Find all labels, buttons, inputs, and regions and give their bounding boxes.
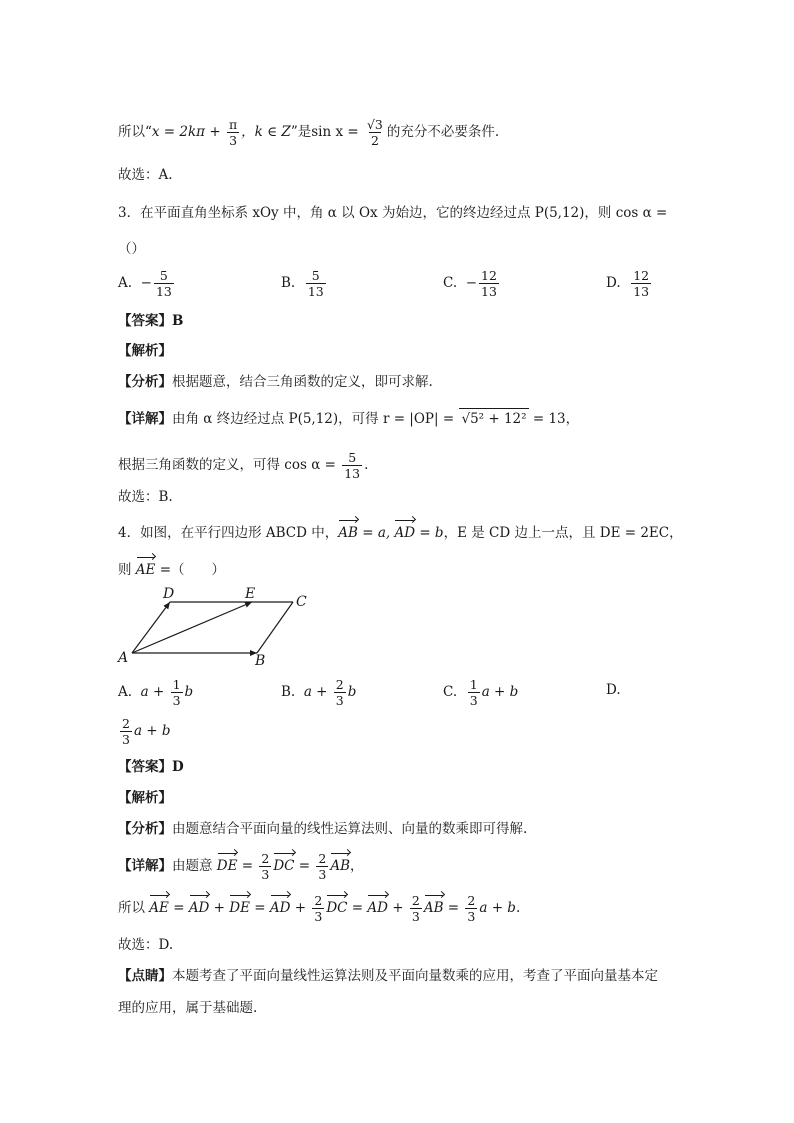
vector-ab: AB [338,525,358,541]
option-fraction [479,268,499,299]
label-b: B [255,653,266,669]
option-fraction [631,268,651,299]
vector-dc: DC [326,900,348,916]
text: . [364,457,369,473]
option-label: A. [118,275,133,291]
frac-num: 5 [311,268,320,283]
text: 由角 α 终边经过点 P(5,12)，可得 r = |OP| = [172,411,459,427]
q3-analysis-head: 【解析】 [118,343,172,359]
q3-answer: 【答案】B [118,313,184,329]
q4-suoyi: 所以 AE = AD + DE = AD + $\frac{2}{3}$ DC = AD + $\frac{2}{3}$ AB = $\frac{2}{3}$ a + b. [118,893,521,924]
text: a + b [479,900,516,916]
option-fraction [306,268,326,299]
option-fraction [468,677,480,708]
fraction [342,450,362,481]
frac-den: 3 [229,133,238,148]
fraction [259,851,271,882]
q3-line2 [118,450,368,481]
choose-a-line: 故选：A. [118,167,173,183]
q4-option-c [443,677,518,708]
option-label: A. [118,684,133,700]
frac-num: 12 [481,268,497,283]
option-label: C. [443,275,458,291]
frac-den: 3 [318,867,327,882]
frac-num: 5 [348,450,357,465]
frac-den: 13 [344,466,361,481]
text: 根据题意，结合三角函数的定义，即可求解. [172,374,433,390]
frac-num: π [228,117,238,132]
vector-ad: AD [367,900,388,916]
option-sign: − [140,275,152,291]
text: = b [415,525,444,541]
q4-choose: 故选：D. [118,937,174,953]
vector-ae: AE [149,900,169,916]
frac-den: 13 [633,284,650,299]
label: 【详解】 [118,858,172,874]
vector-ae: AE [135,562,156,578]
frac-num: 12 [633,268,650,283]
edge-cb [257,602,293,653]
q4-dianjing [118,966,658,986]
text: 根据三角函数的定义，可得 cos α = [118,457,341,473]
q4-dianjing-2: 理的应用，属于基础题. [118,1000,258,1016]
frac-den: 3 [469,693,478,708]
label-d: D [163,586,175,602]
text: 本题考查了平面向量线性运算法则及平面向量数乘的应用，考查了平面向量基本定 [172,968,658,984]
frac-den: 3 [122,732,130,747]
text: =（ ） [155,562,226,578]
frac-num: 2 [122,716,130,731]
q3-xiangjie [118,408,579,429]
q4-option-a [118,677,193,708]
conclusion-line [118,117,499,148]
text: = a, [357,525,395,541]
q3-paren: （） [118,241,145,257]
text: ，E 是 CD 边上一点，且 DE = 2EC， [443,525,683,541]
vector-de: DE [216,858,238,874]
frac-den: 3 [314,909,323,924]
q3-option-b [281,268,328,299]
q3-stem: 3．在平面直角坐标系 xOy 中，角 α 以 Ox 为始边，它的终边经过点 P(5,12)，则 cos α = [118,205,668,221]
option-fraction [334,677,346,708]
sin-expr: sin x = [311,124,363,140]
q3-option-a [118,268,176,299]
radicand: 5² + 12² [470,411,527,427]
frac-den: 3 [335,693,344,708]
frac-den: 2 [370,133,379,148]
q3-option-c [443,268,501,299]
frac-num: 2 [411,893,420,908]
option-label: C. [443,684,458,700]
text: 由题意结合平面向量的线性运算法则、向量的数乘即可得解. [172,821,528,837]
vector-ad: AD [394,525,416,541]
fraction [465,893,477,924]
label: 【分析】 [118,821,172,837]
fraction [312,893,324,924]
q4-stem [118,523,683,543]
frac-den: 13 [481,284,497,299]
fraction-sqrt3-over-2 [365,117,385,148]
parallelogram-figure [115,585,320,670]
frac-num: 2 [335,677,344,692]
option-sign: − [465,275,478,291]
fraction [316,851,328,882]
vector-ae-line [132,602,252,653]
frac-num: 2 [261,851,270,866]
option-label: B. [281,684,296,700]
q4-analysis-head: 【解析】 [118,790,172,806]
frac-den: 3 [411,909,420,924]
frac-num: 2 [314,893,323,908]
frac-num: 1 [469,677,478,692]
text: = 13， [528,411,580,427]
radical: √5² + 12² [459,408,528,429]
option-expr: a + [303,684,332,700]
frac-den: 3 [261,867,270,882]
q3-fenxi [118,372,433,392]
q4-option-d-label: D. [606,682,621,698]
vector-dc: DC [273,858,295,874]
fraction-pi-over-3 [227,117,239,148]
label: 【详解】 [118,411,172,427]
q4-option-d [118,716,171,747]
text: 的充分不必要条件. [386,124,500,140]
vector-ab: AB [330,858,351,874]
q3-option-d [606,268,653,299]
q4-xiangjie: 【详解】由题意 DE = $\frac{2}{3}$ DC = $\frac{2}{3}$ AB， [118,851,364,882]
option-expr: a + b [481,684,519,700]
k-set: ，k ∈ Z [241,124,291,140]
option-label: D. [606,275,621,291]
vector-ad: AD [188,900,210,916]
text: 则 [118,562,136,578]
q4-option-b [281,677,356,708]
option-fraction [171,677,183,708]
frac-den: 3 [467,909,476,924]
q4-stem-2 [118,560,225,580]
option-label: B. [281,275,296,291]
text: 4．如图，在平行四边形 ABCD 中， [118,525,339,541]
label: 【分析】 [118,374,172,390]
frac-den: 3 [172,693,181,708]
condition-expr: x = 2kπ + [151,124,225,140]
label: 【点睛】 [118,968,172,984]
frac-num: 2 [318,851,327,866]
frac-num: √3 [366,117,383,132]
q4-answer: 【答案】D [118,759,184,775]
vector-de: DE [229,900,250,916]
frac-num: 5 [159,268,168,283]
label-c: C [296,594,307,610]
option-expr: b [184,684,194,700]
q3-choose: 故选：B. [118,489,173,505]
option-expr: a + b [133,723,171,739]
vector-ab: AB [423,900,444,916]
label-a: A [118,650,129,666]
frac-num: 1 [172,677,181,692]
vector-ad: AD [269,900,291,916]
frac-den: 13 [155,284,172,299]
frac-num: 2 [467,893,476,908]
frac-den: 13 [307,284,324,299]
option-fraction [120,716,132,747]
label-e: E [245,586,256,602]
q4-fenxi [118,819,527,839]
text: 所以 [118,900,150,916]
option-fraction [154,268,174,299]
text: ”是 [290,124,312,140]
fraction [410,893,422,924]
text: 由题意 [172,858,217,874]
option-expr: a + [140,684,169,700]
text: 所以“ [118,124,152,140]
option-expr: b [347,684,357,700]
